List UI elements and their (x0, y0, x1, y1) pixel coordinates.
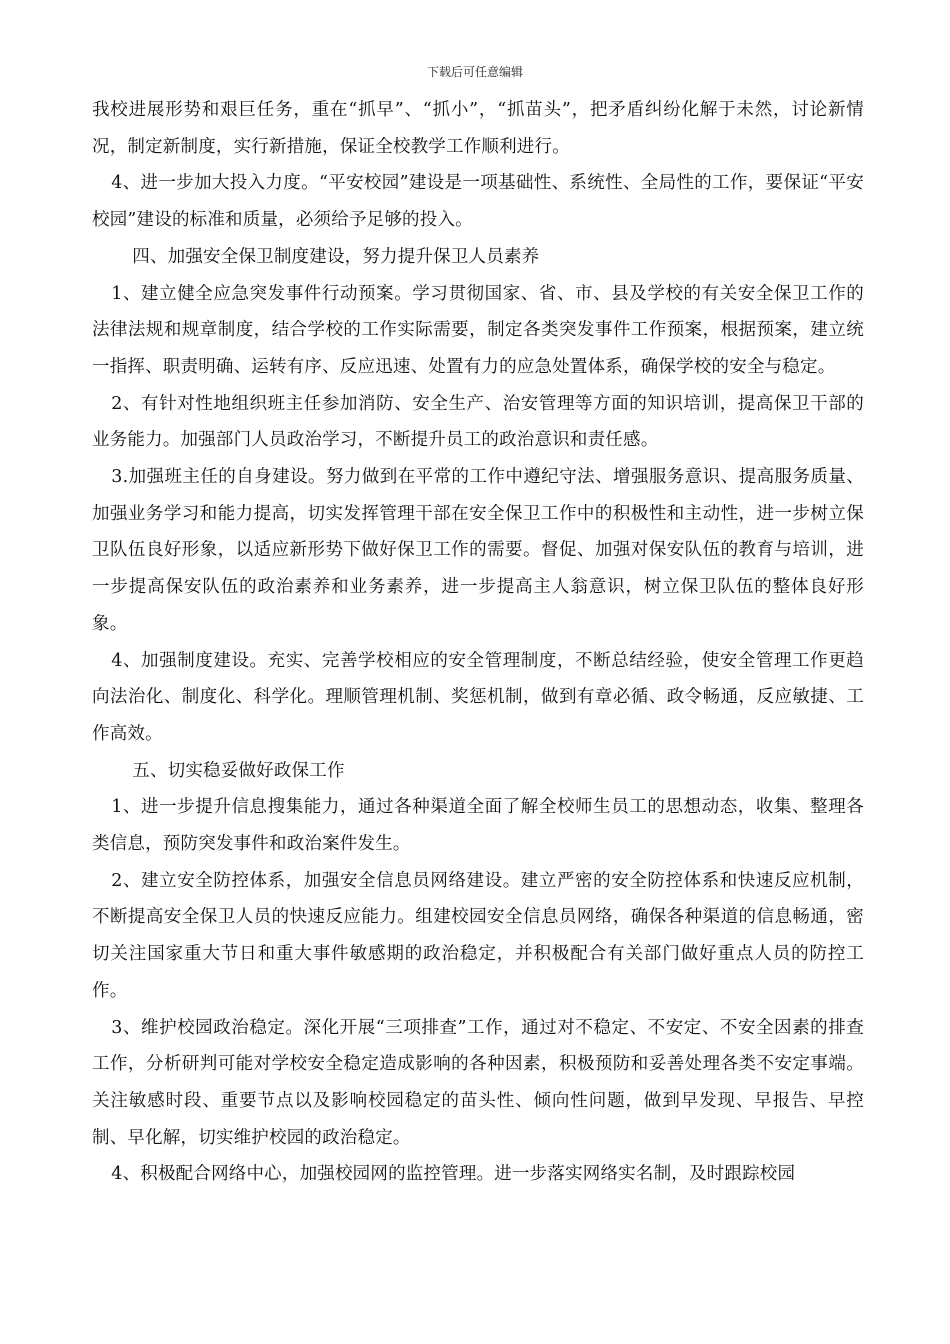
paragraph-information-collection: 1、进一步提升信息搜集能力，通过各种渠道全面了解全校师生员工的思想动态，收集、整理各类信息，预防突发事件和政治案件发生。 (92, 797, 864, 855)
paragraph-training: 2、有针对性地组织班主任参加消防、安全生产、治安管理等方面的知识培训，提高保卫干部的业务能力。加强部门人员政治学习，不断提升员工的政治意识和责任感。 (92, 393, 864, 451)
section-heading-five: 五、切实稳妥做好政保工作 (132, 760, 345, 781)
paragraph-continuation: 我校进展形势和艰巨任务，重在“抓早”、“抓小”，“抓苗头”，把矛盾纠纷化解于未然，讨论新情况，制定新制度，实行新措施，保证全校教学工作顺利进行。 (92, 100, 864, 157)
paragraph-self-construction: 3.加强班主任的自身建设。努力做到在平常的工作中遵纪守法、增强服务意识、提高服务质量、加强业务学习和能力提高，切实发挥管理干部在安全保卫工作中的积极性和主动性，进一步树立保卫队伍良好形象，以适应新形势下做好保卫工作的需要。督促、加强对保安队伍的教育与培训，进一步提高保安队伍的政治素养和业务素养，进一步提高主人翁意识，树立保卫队伍的整体良好形象。 (92, 467, 864, 634)
section-heading-four: 四、加强安全保卫制度建设，努力提升保卫人员素养 (132, 246, 540, 267)
paragraph-investment: 4、进一步加大投入力度。“平安校园”建设是一项基础性、系统性、全局性的工作，要保证“平安校园”建设的标准和质量，必须给予足够的投入。 (92, 173, 864, 231)
paragraph-system-construction: 4、加强制度建设。充实、完善学校相应的安全管理制度，不断总结经验，使安全管理工作更趋向法治化、制度化、科学化。理顺管理机制、奖惩机制，做到有章必循、政令畅通，反应敏捷、工作高效。 (92, 650, 864, 744)
paragraph-political-stability: 3、维护校园政治稳定。深化开展“三项排查”工作，通过对不稳定、不安定、不安全因素的排查工作，分析研判可能对学校安全稳定造成影响的各种因素，积极预防和妥善处理各类不安定事端。关注敏感时段、重要节点以及影响校园稳定的苗头性、倾向性问题，做到早发现、早报告、早控制、早化解，切实维护校园的政治稳定。 (92, 1017, 864, 1148)
paragraph-network-monitoring: 4、积极配合网络中心，加强校园网的监控管理。进一步落实网络实名制，及时跟踪校园 (111, 1164, 796, 1185)
paragraph-emergency-plan: 1、建立健全应急突发事件行动预案。学习贯彻国家、省、市、县及学校的有关安全保卫工作的法律法规和规章制度，结合学校的工作实际需要，制定各类突发事件工作预案，根据预案，建立统一指挥、职责明确、运转有序、反应迅速、处置有力的应急处置体系，确保学校的安全与稳定。 (92, 283, 864, 377)
page-header-note: 下载后可任意编辑 (426, 65, 523, 79)
document-body (92, 92, 864, 1193)
paragraph-prevention-system: 2、建立安全防控体系，加强安全信息员网络建设。建立严密的安全防控体系和快速反应机制，不断提高安全保卫人员的快速反应能力。组建校园安全信息员网络，确保各种渠道的信息畅通，密切关注国家重大节日和重大事件敏感期的政治稳定，并积极配合有关部门做好重点人员的防控工作。 (92, 870, 864, 1001)
